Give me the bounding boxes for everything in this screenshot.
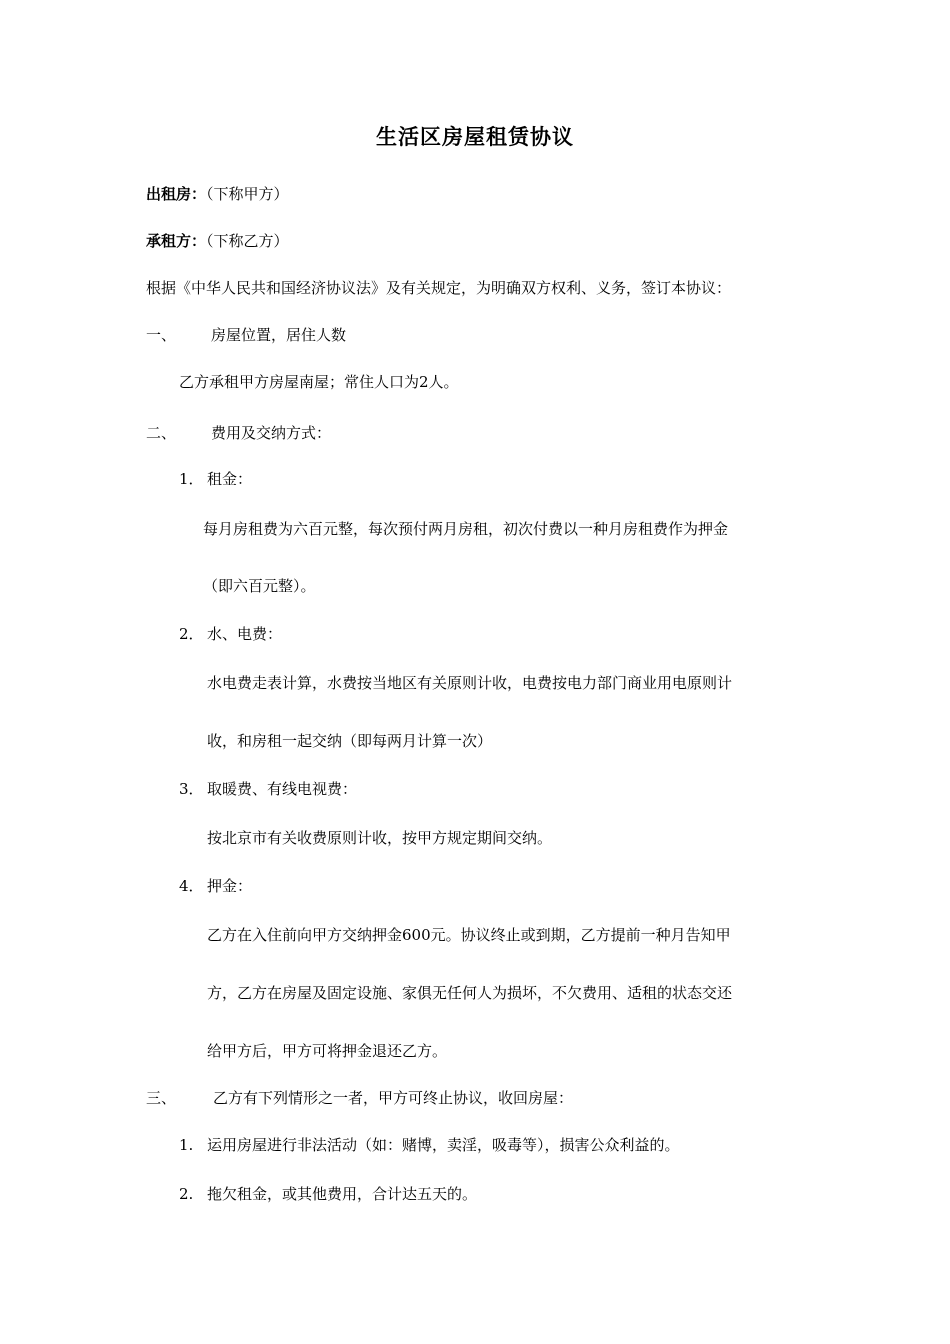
- item-1-line-2: （即六百元整）。: [203, 577, 316, 595]
- lessor-label: 出租房：: [146, 185, 207, 203]
- item-3-label: 取暖费、有线电视费：: [207, 780, 358, 798]
- item-4-label: 押金：: [207, 877, 253, 895]
- document-title: 生活区房屋租赁协议: [376, 125, 574, 149]
- section-3-item-2-text: 拖欠租金，或其他费用，合计达五天的。: [207, 1185, 478, 1203]
- item-1-label: 租金：: [207, 470, 253, 488]
- lessor-line: [146, 184, 289, 204]
- section-1-body: 乙方承租甲方房屋南屋；常住人口为2人。: [179, 373, 459, 391]
- item-1-number: 1．: [179, 470, 204, 488]
- item-4-line-3: 给甲方后，甲方可将押金退还乙方。: [207, 1042, 448, 1060]
- item-3-number: 3．: [179, 780, 204, 798]
- item-4-line-1: 乙方在入住前向甲方交纳押金600元。协议终止或到期，乙方提前一种月告知甲: [207, 926, 731, 944]
- item-1-line-1: 每月房租费为六百元整，每次预付两月房租，初次付费以一种月房租费作为押金: [203, 520, 729, 538]
- lessee-note: （下称乙方）: [206, 232, 289, 250]
- section-1-heading: 房屋位置，居住人数: [211, 326, 347, 344]
- lessor-note: （下称甲方）: [206, 185, 289, 203]
- preamble: 根据《中华人民共和国经济协议法》及有关规定，为明确双方权利、义务，签订本协议：: [146, 279, 732, 297]
- item-4-line-2: 方，乙方在房屋及固定设施、家俱无任何人为损坏，不欠费用、适租的状态交还: [207, 984, 733, 1002]
- item-2-label: 水、电费：: [207, 625, 283, 643]
- section-2-number: 二、: [146, 424, 177, 442]
- item-3-line-1: 按北京市有关收费原则计收，按甲方规定期间交纳。: [207, 829, 553, 847]
- section-3-item-2-number: 2.: [179, 1185, 194, 1203]
- item-2-number: 2．: [179, 625, 204, 643]
- section-3-number: 三、: [146, 1089, 177, 1107]
- item-2-line-2: 收，和房租一起交纳（即每两月计算一次）: [207, 732, 493, 750]
- lessee-label: 承租方：: [146, 232, 207, 250]
- item-2-line-1: 水电费走表计算，水费按当地区有关原则计收，电费按电力部门商业用电原则计: [207, 674, 733, 692]
- section-3-heading: 乙方有下列情形之一者，甲方可终止协议，收回房屋：: [213, 1089, 574, 1107]
- section-1-number: 一、: [146, 326, 177, 344]
- lessee-line: [146, 231, 289, 251]
- section-3-item-1-text: 运用房屋进行非法活动（如：赌博，卖淫，吸毒等），损害公众利益的。: [207, 1136, 680, 1154]
- section-3-item-1-number: 1.: [179, 1136, 194, 1154]
- item-4-number: 4．: [179, 877, 204, 895]
- section-2-heading: 费用及交纳方式：: [211, 424, 332, 442]
